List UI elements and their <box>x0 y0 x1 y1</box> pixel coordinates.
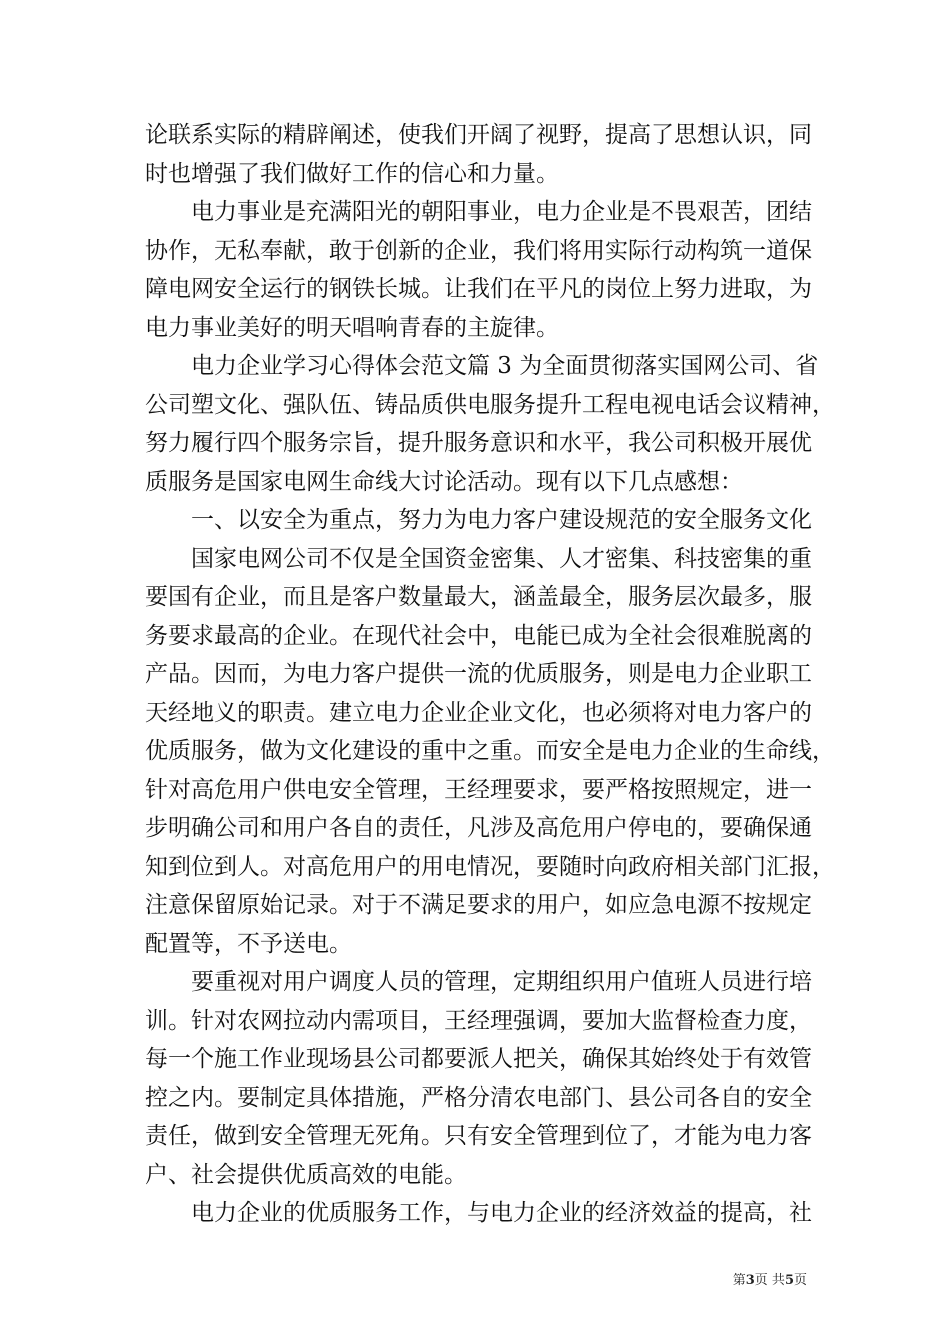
text-line: 质服务是国家电网生命线大讨论活动。现有以下几点感想： <box>145 468 743 495</box>
text-line: 注意保留原始记录。对于不满足要求的用户，如应急电源不按规定 <box>145 892 812 918</box>
text-line: 公司塑文化、强队伍、铸品质供电服务提升工程电视电话会议精神， <box>145 391 835 418</box>
text-line: 障电网安全运行的钢铁长城。让我们在平凡的岗位上努力进取，为 <box>145 276 812 302</box>
text-line: 户、社会提供优质高效的电能。 <box>145 1161 467 1188</box>
text-line: 电力事业美好的明天唱响青春的主旋律。 <box>145 314 559 341</box>
text-line: 步明确公司和用户各自的责任，凡涉及高危用户停电的，要确保通 <box>145 815 812 841</box>
text-line: 要国有企业，而且是客户数量最大，涵盖最全，服务层次最多，服 <box>145 584 812 610</box>
text-line: 优质服务，做为文化建设的重中之重。而安全是电力企业的生命线， <box>145 738 835 764</box>
text-line: 电力企业的优质服务工作，与电力企业的经济效益的提高，社 <box>191 1200 812 1226</box>
text-line: 要重视对用户调度人员的管理，定期组织用户值班人员进行培 <box>191 969 812 995</box>
footer-total-pages: 5 <box>784 1273 794 1288</box>
text-line: 电力事业是充满阳光的朝阳事业，电力企业是不畏艰苦，团结 <box>191 199 812 225</box>
text-line: 天经地义的职责。建立电力企业企业文化，也必须将对电力客户的 <box>145 699 812 726</box>
footer-prefix: 第 <box>732 1273 746 1288</box>
text-line: 努力履行四个服务宗旨，提升服务意识和水平，我公司积极开展优 <box>145 430 812 456</box>
text-line: 责任，做到安全管理无死角。只有安全管理到位了，才能为电力客 <box>145 1123 812 1149</box>
text-line: 控之内。要制定具体措施，严格分清农电部门、县公司各自的安全 <box>145 1084 812 1111</box>
footer-suffix: 页 <box>793 1273 807 1288</box>
text-line: 协作，无私奉献，敢于创新的企业，我们将用实际行动构筑一道保 <box>145 237 812 264</box>
footer-current-page: 3 <box>745 1273 755 1288</box>
text-line: 针对高危用户供电安全管理，王经理要求，要严格按照规定，进一 <box>145 776 812 803</box>
document-body <box>145 116 835 1233</box>
text-line: 一、以安全为重点，努力为电力客户建设规范的安全服务文化 <box>191 507 812 533</box>
text-line: 配置等，不予送电。 <box>145 930 352 957</box>
text-line: 电力企业学习心得体会范文篇 3 为全面贯彻落实国网公司、省 <box>191 353 819 379</box>
text-line: 每一个施工作业现场县公司都要派人把关，确保其始终处于有效管 <box>145 1046 812 1072</box>
page-footer <box>733 1273 807 1289</box>
text-line: 知到位到人。对高危用户的用电情况，要随时向政府相关部门汇报， <box>145 853 835 880</box>
text-line: 产品。因而，为电力客户提供一流的优质服务，则是电力企业职工 <box>145 661 812 687</box>
text-line: 务要求最高的企业。在现代社会中，电能已成为全社会很难脱离的 <box>145 622 812 649</box>
footer-middle: 页 共 <box>754 1273 785 1288</box>
text-line: 时也增强了我们做好工作的信心和力量。 <box>145 160 559 187</box>
text-line: 论联系实际的精辟阐述，使我们开阔了视野，提高了思想认识，同 <box>145 122 812 148</box>
text-line: 训。针对农网拉动内需项目，王经理强调，要加大监督检查力度， <box>145 1007 812 1034</box>
text-line: 国家电网公司不仅是全国资金密集、人才密集、科技密集的重 <box>191 545 812 572</box>
